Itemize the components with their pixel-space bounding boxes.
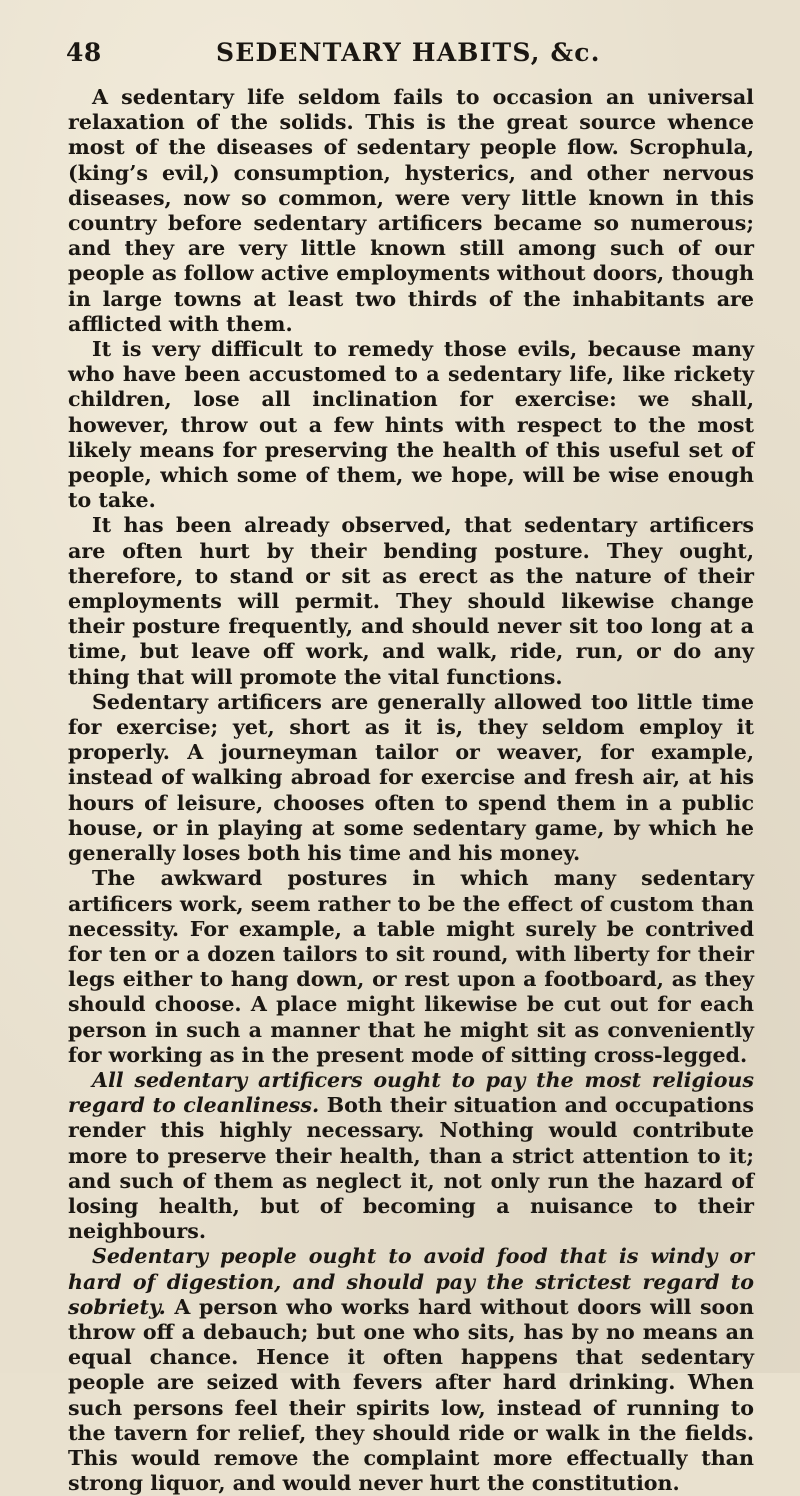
running-head: SEDENTARY HABITS, &c. bbox=[216, 38, 601, 67]
paragraph-6 bbox=[68, 1068, 754, 1244]
paragraph-6-italic: All sedentary artificers ought to pay the most religious regard to cleanliness. bbox=[68, 1067, 754, 1118]
paragraph-1: A sedentary life seldom fails to occasion an universal relaxation of the solids. This is the great source whence most of the diseases of sedentary people flow. Scrophula, (king’s evil,) consumption, hysterics, and other nervous diseases, now so common, were very little known in this country before sedentary artificers became so numerous; and they are very little known still among such of our people as follow active employments without doors, though in large towns at least two thirds of the inhabitants are afflicted with them. bbox=[68, 85, 754, 336]
paragraph-7-italic: Sedentary people ought to avoid food that is windy or hard of digestion, and should pay the strictest regard to sobriety. bbox=[68, 1244, 754, 1319]
page-number: 48 bbox=[66, 38, 102, 67]
page-header bbox=[66, 38, 754, 78]
paragraph-5: The awkward postures in which many sedentary artificers work, seem rather to be the effect of custom than necessity. For example, a table might surely be contrived for ten or a dozen tailors to sit round, with liberty for their legs either to hang down, or rest upon a footboard, as they should choose. A place might likewise be cut out for each person in such a manner that he might sit as conveniently for working as in the present mode of sitting cross-legged. bbox=[68, 866, 754, 1067]
paragraph-7 bbox=[68, 1244, 754, 1496]
paragraph-6-rest: Both their situation and occupations render this highly necessary. Nothing would contribute more to preserve their health, than a strict attention to it; and such of them as neglect it, not only run the hazard of losing health, but of becoming a nuisance to their neighbours. bbox=[68, 1093, 755, 1244]
paragraph-7-rest: A person who works hard without doors will soon throw off a debauch; but one who sits, has by no means an equal chance. Hence it often happens that sedentary people are seized with fevers after hard drinking. When such persons feel their spirits low, instead of running to the tavern for relief, they should ride or walk in the fields. This would remove the complaint more effectually than strong liquor, and would never hurt the constitution. bbox=[68, 1294, 754, 1496]
paragraph-4: Sedentary artificers are generally allowed too little time for exercise; yet, short as it is, they seldom employ it properly. A journeyman tailor or weaver, for example, instead of walking abroad for exercise and fresh air, at his hours of leisure, chooses often to spend them in a public house, or in playing at some sedentary game, by which he generally loses both his time and his money. bbox=[68, 689, 754, 866]
body-text bbox=[68, 85, 754, 1496]
paragraph-3: It has been already observed, that sedentary artificers are often hurt by their bending posture. They ought, therefore, to stand or sit as erect as the nature of their employments will permit. They should likewise change their posture frequently, and should never sit too long at a time, but leave off work, and walk, ride, run, or do any thing that will promote the vital functions. bbox=[68, 513, 754, 689]
paragraph-2: It is very difficult to remedy those evils, because many who have been accustomed to a sedentary life, like rickety children, lose all inclination for exercise: we shall, however, throw out a few hints with respect to the most likely means for preserving the health of this useful set of people, which some of them, we hope, will be wise enough to take. bbox=[68, 337, 754, 513]
